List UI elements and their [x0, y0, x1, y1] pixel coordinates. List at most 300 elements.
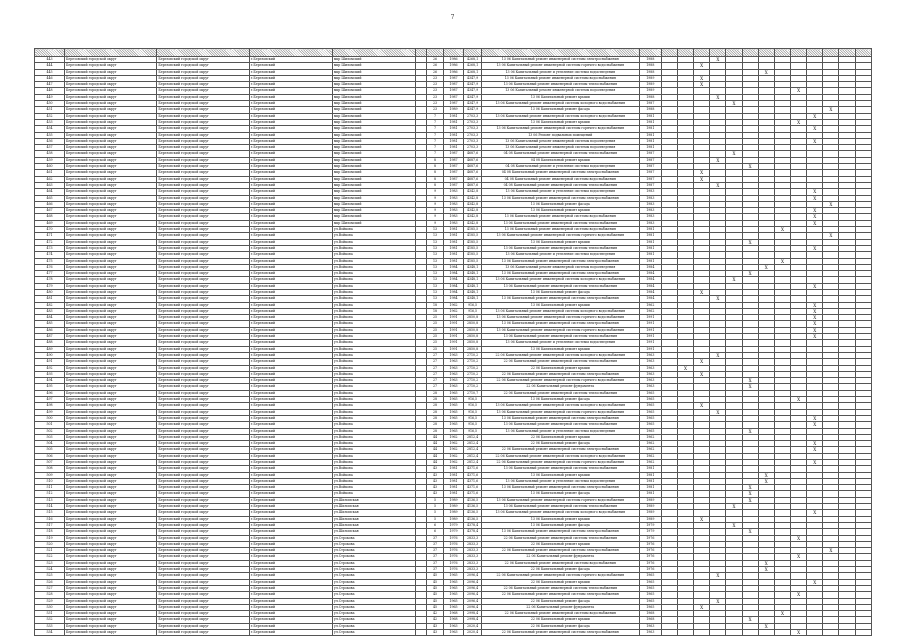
- district-cell: Березовский городской округ: [65, 277, 157, 283]
- house-cell: 26: [427, 69, 443, 75]
- header-cell: [807, 49, 823, 57]
- mark-cell: X: [710, 296, 726, 302]
- mark-cell: X: [758, 560, 774, 566]
- district-cell: Березовский городской округ: [65, 428, 157, 434]
- header-cell: [65, 49, 157, 57]
- area-cell: 4185,5: [464, 245, 481, 251]
- header-cell: [694, 49, 710, 57]
- city-cell: г.Березовский: [249, 598, 332, 604]
- mark-cell: X: [807, 441, 823, 447]
- area-cell: 2710,7: [464, 390, 481, 396]
- work-cell: 22 06 Капитальный ремонт инженерной системы электроснабжения: [481, 592, 639, 598]
- row-number-cell: 504: [35, 441, 65, 447]
- city-cell: г.Березовский: [249, 447, 332, 453]
- area-cell: 2812,4: [464, 460, 481, 466]
- city-cell: г.Березовский: [249, 604, 332, 610]
- district-cell: Березовский городской округ: [65, 548, 157, 554]
- row-number-cell: 514: [35, 504, 65, 510]
- area-cell: 4347,9: [464, 82, 481, 88]
- work-cell: 22 06 Капитальный ремонт фундамента: [481, 384, 639, 390]
- year-cell: 1987: [443, 75, 464, 81]
- city-cell: г.Березовский: [249, 252, 332, 258]
- row-number-cell: 453: [35, 119, 65, 125]
- mark-cell: X: [742, 491, 758, 497]
- area-cell: 4347,9: [464, 88, 481, 94]
- municipality-cell: Березовский городской округ: [157, 352, 249, 358]
- mark-cell: [774, 630, 790, 636]
- year-cell: 1989: [443, 497, 464, 503]
- work-cell: 13 06 Капитальный ремонт инженерной системы холодного водоснабжения: [481, 113, 639, 119]
- row-number-cell: 524: [35, 567, 65, 573]
- area-cell: 4687,6: [464, 170, 481, 176]
- work-cell: 13 06 Капитальный ремонт инженерной системы электроснабжения: [481, 321, 639, 327]
- table-body: [35, 57, 872, 636]
- district-cell: Березовский городской округ: [65, 453, 157, 459]
- municipality-cell: Березовский городской округ: [157, 478, 249, 484]
- street-cell: ул.Шиломская: [332, 522, 415, 528]
- city-cell: г.Березовский: [249, 453, 332, 459]
- district-cell: Березовский городской округ: [65, 592, 157, 598]
- plan-year-cell: 1981: [639, 491, 661, 497]
- mark-cell: X: [774, 611, 790, 617]
- municipality-cell: Березовский городской округ: [157, 472, 249, 478]
- street-cell: ул.Войкова: [332, 296, 415, 302]
- header-cell: [839, 49, 855, 57]
- house-cell: 7: [427, 138, 443, 144]
- year-cell: 1965: [443, 604, 464, 610]
- work-cell: 04 08 Капитальный ремонт инженерной системы теплоснабжения: [481, 182, 639, 188]
- row-number-cell: 474: [35, 252, 65, 258]
- plan-year-cell: 1965: [639, 592, 661, 598]
- street-cell: ул.Войкова: [332, 239, 415, 245]
- house-cell: 23: [427, 101, 443, 107]
- work-cell: 22 06 Капитальный ремонт фасада: [481, 598, 639, 604]
- year-cell: 1963: [443, 365, 464, 371]
- house-cell: 28: [427, 397, 443, 403]
- mark-cell: X: [694, 371, 710, 377]
- work-cell: 13 06 Капитальный ремонт инженерной системы холодного водоснабжения: [481, 510, 639, 516]
- city-cell: г.Березовский: [249, 409, 332, 415]
- row-number-cell: 480: [35, 289, 65, 295]
- mark-cell: X: [710, 157, 726, 163]
- street-cell: ул.Войкова: [332, 409, 415, 415]
- plan-year-cell: 1965: [639, 422, 661, 428]
- house-cell: 9: [427, 201, 443, 207]
- plan-year-cell: 1976: [639, 541, 661, 547]
- municipality-cell: Березовский городской округ: [157, 390, 249, 396]
- city-cell: г.Березовский: [249, 327, 332, 333]
- mark-cell: X: [807, 302, 823, 308]
- year-cell: 1962: [443, 460, 464, 466]
- area-cell: 4185,5: [464, 233, 481, 239]
- mark-cell: [710, 630, 726, 636]
- house-cell: 13: [427, 252, 443, 258]
- municipality-cell: Березовский городской округ: [157, 460, 249, 466]
- plan-year-cell: 1989: [639, 516, 661, 522]
- header-cell: [415, 49, 427, 57]
- area-cell: 2850,8: [464, 334, 481, 340]
- house-cell: 25: [427, 315, 443, 321]
- house-cell: 13: [427, 258, 443, 264]
- district-cell: Березовский городской округ: [65, 447, 157, 453]
- work-cell: 22 06 Капитальный ремонт фундамента: [481, 554, 639, 560]
- plan-year-cell: 1981: [639, 472, 661, 478]
- street-cell: ул.Войкова: [332, 491, 415, 497]
- year-cell: 1987: [443, 88, 464, 94]
- year-cell: 1965: [443, 592, 464, 598]
- area-cell: 2096,4: [464, 585, 481, 591]
- mark-cell: X: [758, 623, 774, 629]
- area-cell: 4185,5: [464, 252, 481, 258]
- street-cell: ул.Войкова: [332, 233, 415, 239]
- work-cell: 22 06 Капитальный ремонт фундамента: [481, 604, 639, 610]
- year-cell: 1984: [443, 289, 464, 295]
- house-cell: 13: [427, 239, 443, 245]
- row-number-cell: 532: [35, 617, 65, 623]
- district-cell: Березовский городской округ: [65, 220, 157, 226]
- area-cell: 2710,2: [464, 365, 481, 371]
- city-cell: г.Березовский: [249, 472, 332, 478]
- city-cell: г.Березовский: [249, 390, 332, 396]
- mark-cell: X: [807, 214, 823, 220]
- house-cell: 45: [427, 573, 443, 579]
- area-cell: 4687,6: [464, 164, 481, 170]
- row-number-cell: 523: [35, 560, 65, 566]
- year-cell: 1976: [443, 567, 464, 573]
- area-cell: 916,5: [464, 403, 481, 409]
- plan-year-cell: 1963: [639, 630, 661, 636]
- blank-cell: [415, 630, 427, 636]
- district-cell: Березовский городской округ: [65, 88, 157, 94]
- district-cell: Березовский городской округ: [65, 541, 157, 547]
- area-cell: 4268,1: [464, 57, 481, 63]
- mark-cell: X: [807, 510, 823, 516]
- city-cell: г.Березовский: [249, 75, 332, 81]
- row-number-cell: 462: [35, 176, 65, 182]
- street-cell: ул.Войкова: [332, 390, 415, 396]
- year-cell: 1983: [443, 189, 464, 195]
- work-cell: 13 06 Капитальный ремонт инженерной системы горячего водоснабжения: [481, 409, 639, 415]
- area-cell: 2998,4: [464, 617, 481, 623]
- district-cell: Березовский городской округ: [65, 598, 157, 604]
- municipality-cell: Березовский городской округ: [157, 409, 249, 415]
- work-cell: 13 06 Капитальный ремонт инженерной системы теплоснабжения: [481, 504, 639, 510]
- mark-cell: [694, 630, 710, 636]
- work-cell: 13 06 Капитальный ремонт инженерной системы водоотведения: [481, 145, 639, 151]
- street-cell: мкр Шиломский: [332, 101, 415, 107]
- work-cell: 13 06 Капитальный ремонт крыши: [481, 346, 639, 352]
- city-cell: г.Березовский: [249, 522, 332, 528]
- district-cell: Березовский городской округ: [65, 415, 157, 421]
- work-cell: 13 06 Капитальный ремонт инженерной системы электроснабжения: [481, 195, 639, 201]
- year-cell: 1981: [443, 466, 464, 472]
- plan-year-cell: 1987: [639, 170, 661, 176]
- city-cell: г.Березовский: [249, 88, 332, 94]
- plan-year-cell: 1983: [639, 214, 661, 220]
- city-cell: г.Березовский: [249, 189, 332, 195]
- row-number-cell: 498: [35, 403, 65, 409]
- year-cell: 1963: [443, 359, 464, 365]
- header-cell: [249, 49, 332, 57]
- year-cell: 1987: [443, 176, 464, 182]
- street-cell: мкр Шиломский: [332, 214, 415, 220]
- house-cell: 28: [427, 422, 443, 428]
- street-cell: ул.Войкова: [332, 415, 415, 421]
- mark-cell: X: [710, 182, 726, 188]
- area-cell: 2096,4: [464, 573, 481, 579]
- street-cell: ул.Войкова: [332, 460, 415, 466]
- plan-year-cell: 1962: [639, 453, 661, 459]
- mark-cell: X: [726, 151, 742, 157]
- plan-year-cell: 1987: [639, 101, 661, 107]
- mark-cell: X: [694, 82, 710, 88]
- year-cell: 1965: [443, 403, 464, 409]
- street-cell: ул.Шиломская: [332, 504, 415, 510]
- house-cell: 23: [427, 82, 443, 88]
- mark-cell: X: [791, 554, 807, 560]
- area-cell: 4342,8: [464, 195, 481, 201]
- mark-cell: X: [758, 69, 774, 75]
- row-number-cell: 447: [35, 82, 65, 88]
- plan-year-cell: 1981: [639, 258, 661, 264]
- header-cell: [742, 49, 758, 57]
- row-number-cell: 507: [35, 460, 65, 466]
- plan-year-cell: 1989: [639, 504, 661, 510]
- year-cell: 1987: [443, 82, 464, 88]
- area-cell: 2833,3: [464, 567, 481, 573]
- district-cell: Березовский городской округ: [65, 239, 157, 245]
- mark-cell: X: [791, 397, 807, 403]
- municipality-cell: Березовский городской округ: [157, 113, 249, 119]
- row-number-cell: 500: [35, 415, 65, 421]
- district-cell: Березовский городской округ: [65, 157, 157, 163]
- city-cell: г.Березовский: [249, 245, 332, 251]
- city-cell: г.Березовский: [249, 516, 332, 522]
- year-cell: 1991: [443, 327, 464, 333]
- mark-cell: X: [710, 598, 726, 604]
- area-cell: 4348,1: [464, 264, 481, 270]
- work-cell: 13 06 Капитальный ремонт инженерной системы горячего водоснабжения: [481, 63, 639, 69]
- page-number: 7: [450, 14, 455, 21]
- area-cell: 2998,4: [464, 611, 481, 617]
- area-cell: 916,5: [464, 302, 481, 308]
- house-cell: 42: [427, 617, 443, 623]
- street-cell: ул.Строкова: [332, 630, 415, 636]
- district-cell: Березовский городской округ: [65, 195, 157, 201]
- city-cell: г.Березовский: [249, 283, 332, 289]
- city-cell: г.Березовский: [249, 126, 332, 132]
- work-cell: 22 06 Капитальный ремонт крыши: [481, 434, 639, 440]
- mark-cell: X: [807, 138, 823, 144]
- work-cell: 13 06 Капитальный ремонт инженерной системы электроснабжения: [481, 529, 639, 535]
- street-cell: ул.Строкова: [332, 541, 415, 547]
- district-cell: Березовский городской округ: [65, 554, 157, 560]
- year-cell: 1981: [443, 119, 464, 125]
- house-cell: 7: [427, 126, 443, 132]
- house-cell: 43: [427, 491, 443, 497]
- mark-cell: X: [758, 567, 774, 573]
- year-cell: 1987: [443, 101, 464, 107]
- municipality-cell: Березовский городской округ: [157, 604, 249, 610]
- mark-cell: X: [807, 460, 823, 466]
- municipality-cell: Березовский городской округ: [157, 535, 249, 541]
- street-cell: ул.Войкова: [332, 453, 415, 459]
- city-cell: г.Березовский: [249, 510, 332, 516]
- house-cell: 9: [427, 189, 443, 195]
- year-cell: 1989: [443, 516, 464, 522]
- street-cell: мкр Шиломский: [332, 69, 415, 75]
- mark-cell: X: [710, 409, 726, 415]
- area-cell: 2703,3: [464, 138, 481, 144]
- work-cell: 22 06 Капитальный ремонт крыши: [481, 579, 639, 585]
- work-cell: 13 06 Капитальный ремонт инженерной системы электроснабжения: [481, 57, 639, 63]
- row-number-cell: 450: [35, 101, 65, 107]
- work-cell: 13 06 Капитальный ремонт крыши: [481, 472, 639, 478]
- district-cell: Березовский городской округ: [65, 522, 157, 528]
- city-cell: г.Березовский: [249, 201, 332, 207]
- plan-year-cell: 1991: [639, 340, 661, 346]
- area-cell: 2096,4: [464, 604, 481, 610]
- district-cell: Березовский городской округ: [65, 585, 157, 591]
- year-cell: 1963: [443, 384, 464, 390]
- row-number-cell: 475: [35, 258, 65, 264]
- work-cell: 13 06 Капитальный ремонт инженерной системы теплоснабжения: [481, 245, 639, 251]
- house-cell: 9: [427, 214, 443, 220]
- plan-year-cell: 1989: [639, 88, 661, 94]
- plan-year-cell: 1981: [639, 245, 661, 251]
- header-cell: [710, 49, 726, 57]
- plan-year-cell: 1965: [639, 428, 661, 434]
- district-cell: Березовский городской округ: [65, 560, 157, 566]
- district-cell: Березовский городской округ: [65, 403, 157, 409]
- municipality-cell: Березовский городской округ: [157, 258, 249, 264]
- area-cell: 4342,8: [464, 208, 481, 214]
- area-cell: 2710,2: [464, 352, 481, 358]
- municipality-cell: Березовский городской округ: [157, 138, 249, 144]
- house-cell: 8: [427, 164, 443, 170]
- plan-year-cell: 1962: [639, 460, 661, 466]
- year-cell: 1981: [443, 138, 464, 144]
- work-cell: 13 06 Капитальный ремонт и утепление системы водоотведения: [481, 340, 639, 346]
- mark-cell: X: [807, 327, 823, 333]
- house-cell: 7: [427, 145, 443, 151]
- header-cell: [464, 49, 481, 57]
- city-cell: г.Березовский: [249, 113, 332, 119]
- street-cell: ул.Войкова: [332, 245, 415, 251]
- municipality-cell: Березовский городской округ: [157, 371, 249, 377]
- municipality-cell: Березовский городской округ: [157, 151, 249, 157]
- municipality-cell: Березовский городской округ: [157, 252, 249, 258]
- area-cell: 4348,1: [464, 277, 481, 283]
- city-cell: г.Березовский: [249, 101, 332, 107]
- row-number-cell: 510: [35, 478, 65, 484]
- year-cell: 1963: [443, 623, 464, 629]
- work-cell: 22 06 Капитальный ремонт крыши: [481, 617, 639, 623]
- city-cell: г.Березовский: [249, 371, 332, 377]
- house-cell: 13: [427, 289, 443, 295]
- district-cell: Березовский городской округ: [65, 346, 157, 352]
- area-cell: 2850,8: [464, 321, 481, 327]
- mark-cell: X: [807, 447, 823, 453]
- street-cell: мкр Шиломский: [332, 63, 415, 69]
- row-number-cell: 452: [35, 113, 65, 119]
- plan-year-cell: 1989: [639, 82, 661, 88]
- year-cell: 1965: [443, 422, 464, 428]
- year-cell: 1965: [443, 579, 464, 585]
- municipality-cell: Березовский городской округ: [157, 157, 249, 163]
- street-cell: мкр Шиломский: [332, 157, 415, 163]
- house-cell: 43: [427, 485, 443, 491]
- city-cell: г.Березовский: [249, 157, 332, 163]
- mark-cell: X: [694, 63, 710, 69]
- street-cell: ул.Строкова: [332, 617, 415, 623]
- street-cell: мкр Шиломский: [332, 208, 415, 214]
- plan-year-cell: 1989: [639, 75, 661, 81]
- district-cell: Березовский городской округ: [65, 516, 157, 522]
- city-cell: г.Березовский: [249, 82, 332, 88]
- work-cell: 13 06 Капитальный ремонт инженерной системы горячего водоснабжения: [481, 497, 639, 503]
- row-number-cell: 519: [35, 535, 65, 541]
- district-cell: Березовский городской округ: [65, 466, 157, 472]
- plan-year-cell: 1963: [639, 623, 661, 629]
- municipality-cell: Березовский городской округ: [157, 220, 249, 226]
- work-cell: 13 06 Капитальный ремонт фасада: [481, 107, 639, 113]
- municipality-cell: Березовский городской округ: [157, 346, 249, 352]
- street-cell: мкр Шиломский: [332, 132, 415, 138]
- plan-year-cell: 1991: [639, 327, 661, 333]
- mark-cell: [758, 630, 774, 636]
- municipality-cell: Березовский городской округ: [157, 548, 249, 554]
- street-cell: мкр Шиломский: [332, 145, 415, 151]
- table-header-row: [35, 49, 872, 57]
- municipality-cell: Березовский городской округ: [157, 573, 249, 579]
- district-cell: Березовский городской округ: [65, 151, 157, 157]
- work-cell: 13 06 Капитальный ремонт крыши: [481, 516, 639, 522]
- street-cell: ул.Войкова: [332, 334, 415, 340]
- area-cell: 2833,3: [464, 560, 481, 566]
- municipality-cell: Березовский городской округ: [157, 340, 249, 346]
- mark-cell: X: [694, 604, 710, 610]
- city-cell: г.Березовский: [249, 264, 332, 270]
- municipality-cell: Березовский городской округ: [157, 308, 249, 314]
- plan-year-cell: 1988: [639, 63, 661, 69]
- street-cell: ул.Войкова: [332, 289, 415, 295]
- plan-year-cell: 1963: [639, 365, 661, 371]
- district-cell: Березовский городской округ: [65, 164, 157, 170]
- row-number-cell: 467: [35, 208, 65, 214]
- street-cell: ул.Войкова: [332, 346, 415, 352]
- year-cell: 1976: [443, 541, 464, 547]
- mark-cell: X: [791, 119, 807, 125]
- street-cell: ул.Шиломская: [332, 497, 415, 503]
- house-cell: 28: [427, 428, 443, 434]
- work-cell: 13 06 Капитальный ремонт инженерной системы водоснабжения: [481, 227, 639, 233]
- street-cell: ул.Войкова: [332, 466, 415, 472]
- mark-cell: X: [807, 195, 823, 201]
- row-number-cell: 448: [35, 88, 65, 94]
- year-cell: 1965: [443, 415, 464, 421]
- district-cell: Березовский городской округ: [65, 365, 157, 371]
- work-cell: 22 06 Капитальный ремонт фасада: [481, 441, 639, 447]
- city-cell: г.Березовский: [249, 214, 332, 220]
- municipality-cell: Березовский городской округ: [157, 170, 249, 176]
- house-cell: 43: [427, 478, 443, 484]
- municipality-cell: Березовский городской округ: [157, 296, 249, 302]
- house-cell: 45: [427, 592, 443, 598]
- street-cell: мкр Шиломский: [332, 82, 415, 88]
- area-cell: 4342,8: [464, 201, 481, 207]
- row-number-cell: 479: [35, 283, 65, 289]
